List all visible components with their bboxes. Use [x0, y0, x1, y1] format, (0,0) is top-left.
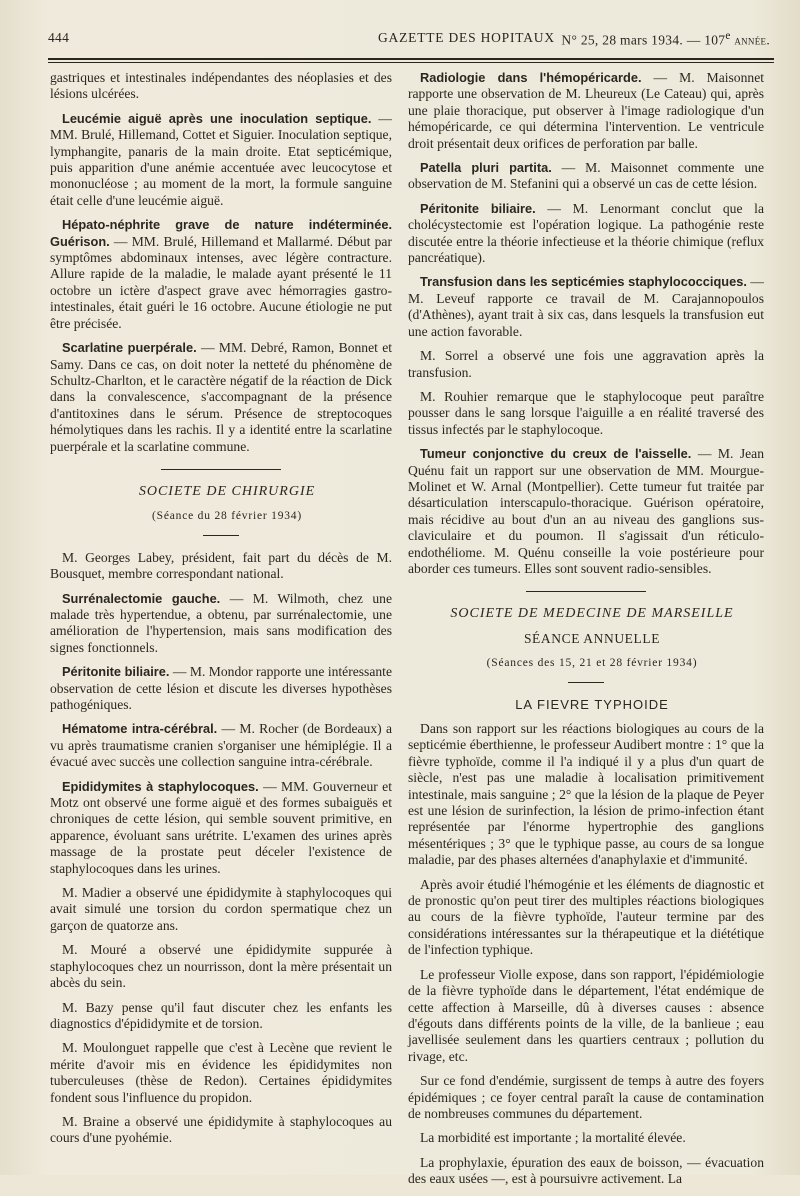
- article-heading: Péritonite biliaire.: [420, 200, 536, 216]
- paragraph: M. Sorrel a observé une fois une aggravation après la transfusion.: [408, 348, 764, 380]
- paragraph-text: — M. Wilmoth, chez une malade très hypertendue, a obtenu, par surrénalectomie, une amélioration de l'hypertension, mais sans modification des signes fonctionnels.: [50, 590, 393, 655]
- article-heading: Hématome intra-cérébral.: [62, 721, 218, 737]
- paragraph: [50, 779, 392, 877]
- paragraph-text: — M. Lenormant conclut que la cholécystectomie est l'opération logique. La pathogénie reste discutée entre la théorie infectieuse et la théorie chimique (reflux pancréatique).: [408, 200, 764, 266]
- paragraph: Leucémie aiguë après une inoculation septique. — MM. Brulé, Hillemand, Cottet et Siguier. Inoculation septique, lymphangite, panaris de la main droite. Etat septicémique, puis apparition d'une anémie accentuée avec leucocytose et mononucléose ; au moment de la mort, la formule sanguine était celle d'une leucémie aiguë.: [50, 110, 392, 208]
- paragraph: gastriques et intestinales indépendantes des néoplasies et des lésions ulcérées.: [50, 70, 392, 102]
- paragraph: Sur ce fond d'endémie, surgissent de temps à autre des foyers épidémiques ; ce foyer central paraît la cause de contamination de nombreuses communes du département.: [408, 1073, 764, 1121]
- paragraph-text: — M. Rocher (de Bordeaux) a vu après traumatisme cranien s'organiser une hémiplégie. Il a évacué avec succès une collection sanguine intra-cérébrale.: [50, 721, 392, 770]
- paragraph: [408, 70, 764, 152]
- society-title: SOCIETE DE MEDECINE DE MARSEILLE: [450, 606, 734, 622]
- paragraph: La morbidité est importante ; la mortalité élevée.: [420, 1130, 686, 1146]
- society-title: SOCIETE DE CHIRURGIE: [138, 483, 316, 499]
- paragraph: [50, 591, 392, 657]
- article-heading: Hépato-néphrite grave de nature indéterminée. Guérison.: [50, 217, 392, 249]
- paragraph-text: — M. Mondor rapporte une intéressante observation de cette lésion et discute les diverses hypothèses pathogéniques.: [50, 664, 392, 712]
- paragraph: M. Mouré a observé une épididymite suppurée à staphylocoques chez un nourrisson, dont la mère présentait un abcès du sein.: [50, 942, 392, 991]
- paragraph: Dans son rapport sur les réactions biologiques au cours de la septicémie éberthienne, le professeur Audibert montre : 1° que la fièvre typhoïde, comme il l'a indiqué il y a plus d'un quart de siècle, n'est pas une maladie à localisation primitivement intestinale, mais sanguine ; 2° que la lésion de la plaque de Peyer est une lésion de surinfection, la lésion de primo-infection étant représentée par l'énorme hypertrophie des ganglions mésentériques ; 3° que le typhique passe, au cours de sa longue maladie, par des phases alternées d'anaphylaxie et d'immunité.: [408, 721, 764, 868]
- paragraph: Hépato-néphrite grave de nature indéterminée. Guérison. — MM. Brulé, Hillemand et Mallarmé. Début par symptômes abdominaux intenses, avec légère contracture. Allure rapide de la maladie, le malade ayant présenté le 11 octobre un ictère d'aspect grave avec hémorragies gastro-intestinales, était guéri le 16 octobre. Aucune étiologie ne put être précisée.: [50, 217, 392, 331]
- paragraph-text: — MM. Gouverneur et Motz ont observé une forme aiguë et des formes subaiguës et chroniques de cette lésion, qui semble souvent primitive, en apparence, évoluant sans urétrite. L'examen des urines après massage de la prostate peut déceler l'existence de staphylocoques dans les urines.: [50, 778, 392, 876]
- paragraph-text: — M. Maisonnet commente une observation de M. Stefanini qui a observé un cas de cette lésion.: [408, 160, 764, 192]
- right-column: [408, 70, 764, 1196]
- paragraph-text: — M. Leveuf rapporte ce travail de M. Carajannopoulos (d'Athènes), ayant trait à six cas, dans lesquels la transfusion eut une action favorable.: [408, 274, 764, 339]
- paragraph: La prophylaxie, épuration des eaux de boisson, — évacuation des eaux usées —, est à poursuivre activement. La: [408, 1154, 764, 1187]
- article-heading: Tumeur conjonctive du creux de l'aisselle.: [420, 446, 692, 462]
- article-heading: Scarlatine puerpérale.: [62, 340, 197, 356]
- paragraph: [50, 664, 392, 713]
- issue-info: [561, 30, 770, 49]
- authors: MM. Brulé, Hillemand, Cottet et Siguier.: [50, 127, 275, 143]
- paragraph-text: Dans ce cas, on doit noter la netteté du phénomène de Schultz-Charlton, et le caractère négatif de la réaction de Dick dans la convalescence, s'accompagnant de la présence d'antitoxines dans le sérum. Présence de streptocoques hémolytiques dans les rachis. Il y a identité entre la scarlatine puerpérale et la scarlatine commune.: [50, 356, 392, 454]
- journal-title: GAZETTE DES HOPITAUX: [378, 30, 555, 45]
- paragraph: [408, 274, 764, 340]
- issue-tail: année.: [730, 32, 770, 48]
- paragraph-text: Début par symptômes abdominaux intenses, avec légère contracture. Allure rapide de la maladie, le malade ayant présenté le 11 octobre un ictère d'aspect grave avec hémorragies gastro-intestinales, était guéri le 16 octobre. Aucune étiologie ne put être précisée.: [50, 233, 392, 331]
- authors: MM. Brulé, Hillemand et Mallarmé.: [131, 233, 334, 249]
- section-divider-small: [568, 682, 604, 683]
- paragraph: [408, 201, 764, 267]
- paragraph: M. Braine a observé une épididymite à staphylocoques au cours d'une pyohémie.: [50, 1113, 392, 1146]
- paragraph: [408, 160, 764, 193]
- section-divider-small: [203, 535, 239, 536]
- society-subtitle: SÉANCE ANNUELLE: [523, 630, 661, 646]
- paragraph: M. Georges Labey, président, fait part du décès de M. Bousquet, membre correspondant national.: [50, 549, 392, 582]
- article-heading: Leucémie aiguë après une inoculation septique.: [62, 110, 372, 126]
- paragraph: M. Madier a observé une épididymite à staphylocoques qui avait simulé une torsion du cordon spermatique chez un garçon de quatorze ans.: [50, 885, 392, 933]
- paragraph: M. Bazy pense qu'il faut discuter chez les enfants les diagnostics d'épididymite et de torsion.: [50, 999, 392, 1031]
- article-heading: Epididymites à staphylocoques.: [62, 778, 259, 794]
- article-heading: Transfusion dans les septicémies staphylococciques.: [420, 274, 747, 290]
- article-title: LA FIEVRE TYPHOIDE: [515, 696, 669, 712]
- article-heading: Radiologie dans l'hémopéricarde.: [420, 70, 642, 85]
- paragraph: M. Moulonguet rappelle que c'est à Lecène que revient le mérite d'avoir mis en évidence les épididymites non tuberculeuses (thèse de Redon). Certaines épididymites fondent sous l'influence du propidon.: [50, 1040, 392, 1105]
- paragraph: Scarlatine puerpérale. — MM. Debré, Ramon, Bonnet et Samy. Dans ce cas, on doit noter la netteté du phénomène de Schultz-Charlton, et le caractère négatif de la réaction de Dick dans la convalescence, s'accompagnant de la présence d'antitoxines dans le sérum. Présence de streptocoques hémolytiques dans les rachis. Il y a identité entre la scarlatine puerpérale et la scarlatine commune.: [50, 340, 393, 454]
- header-rule-thin: [48, 62, 774, 63]
- authors: MM. Debré, Ramon, Bonnet et Samy.: [50, 340, 393, 372]
- article-heading: Péritonite biliaire.: [62, 664, 170, 680]
- article-heading: Surrénalectomie gauche.: [62, 590, 221, 606]
- issue-sup: e: [725, 30, 731, 42]
- header-rule: [48, 58, 774, 60]
- left-column: [50, 70, 392, 1155]
- paragraph: Le professeur Violle expose, dans son rapport, l'épidémiologie de la fièvre typhoïde dans le département, l'état endémique de cette affection à Marseille, dû à diverses causes : absence d'égouts dans différents points de la ville, de la banlieue ; eau javellisée seulement dans les quartiers centraux ; pollution du rivage, etc.: [408, 966, 764, 1064]
- paragraph-text: — M. Maisonnet rapporte une observation de M. Lheureux (Le Cateau) qui, après une plaie thoracique, put observer à l'image radiologique d'un hémopéricarde, ce qui détermina l'intervention. Le ventricule droit présentait deux orifices de perforation par balle.: [408, 70, 765, 151]
- section-divider: [526, 591, 646, 592]
- society-session: (Séance du 28 février 1934): [152, 510, 302, 523]
- page-header: [48, 30, 770, 54]
- paragraph: M. Rouhier remarque que le staphylocoque peut paraître pousser dans le sang lorsque l'aiguille a en réalité traversé des tissus infectés par le staphylocoque.: [408, 388, 764, 437]
- paragraph: Après avoir étudié l'hémogénie et les éléments de diagnostic et de pronostic qu'on peut tirer des multiples réactions biologiques au cours de la fièvre typhoïde, l'auteur termine par des considérations intéressantes sur la thérapeutique et la diététique de l'infection typhique.: [408, 876, 764, 958]
- section-divider: [161, 469, 281, 470]
- society-session: (Séances des 15, 21 et 28 février 1934): [486, 657, 698, 670]
- paragraph-text: — M. Jean Quénu fait un rapport sur une observation de MM. Mourgue-Molinet et W. Arnal (Montpellier). Cette tumeur fut traitée par désarticulation interscapulo-thoracique. Guérison opératoire, mais récidive au bout d'un an au niveau des ganglions sus-claviculaire et du poumon. Il s'agissait d'un réticulo-endothéliome. M. Quénu conseille la voie postérieure pour aborder ces tumeurs. Elles sont souvent radio-sensibles.: [408, 446, 765, 576]
- article-heading: Patella pluri partita.: [420, 160, 552, 176]
- page-number: 444: [48, 30, 70, 45]
- paragraph-text: Inoculation septique, lymphangite, panaris de la main droite. Etat septicémique, puis apparition d'une anémie accentuée avec leucocytose et mononucléose ; au moment de la mort, la formule sanguine était celle d'une leucémie aiguë.: [50, 127, 392, 208]
- paragraph: [50, 721, 392, 770]
- paragraph: [408, 446, 764, 577]
- issue-main: N° 25, 28 mars 1934. — 107: [561, 32, 726, 48]
